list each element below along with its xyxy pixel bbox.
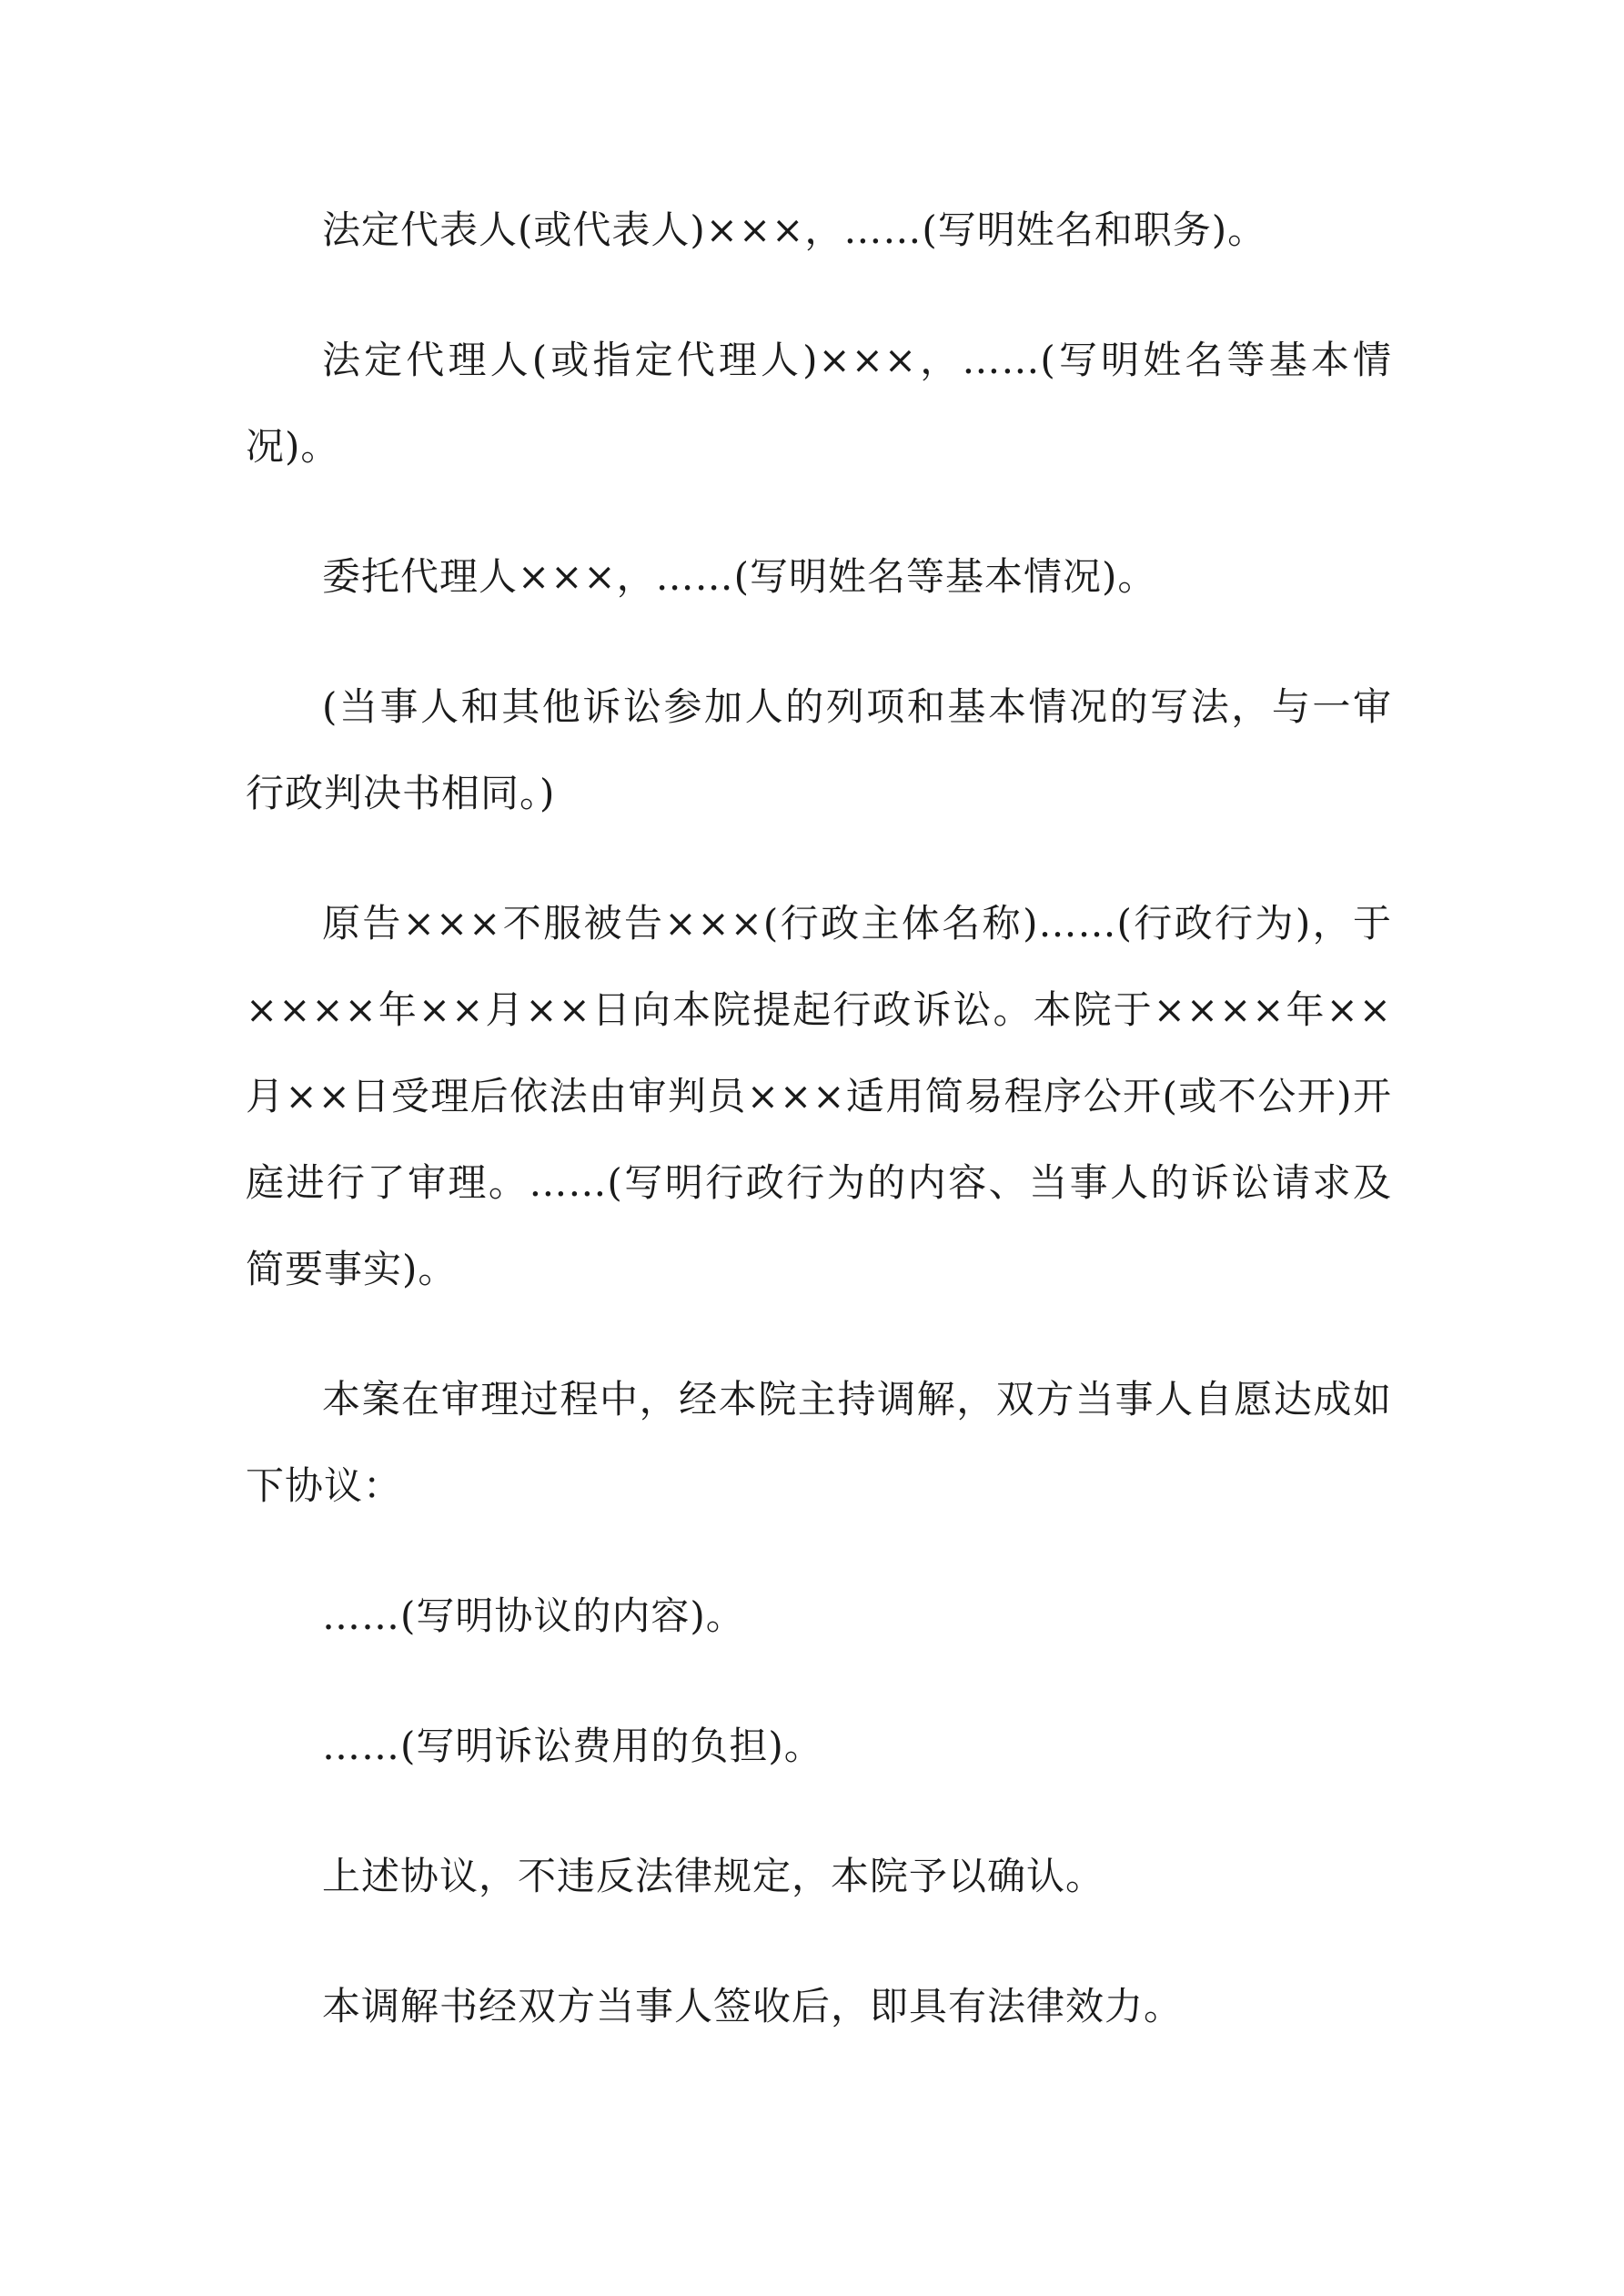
paragraph-legal-effect: 本调解书经双方当事人签收后，即具有法律效力。 bbox=[322, 1984, 1184, 2028]
paragraph-case-facts: 原告×××不服被告×××(行政主体名称)……(行政行为)，于××××年××月××日向本院提起行政诉讼。本院于××××年××月××日受理后依法由审判员×××适用简易程序公开(或不公开)开庭进行了审理。……(写明行政行为的内容、当事人的诉讼请求及简要事实)。 bbox=[246, 901, 1392, 1291]
paragraph-confirmation: 上述协议，不违反法律规定，本院予以确认。 bbox=[322, 1854, 1105, 1898]
paragraph-litigation-costs: ……(写明诉讼费用的负担)。 bbox=[322, 1724, 823, 1768]
paragraph-entrusted-agent: 委托代理人×××，……(写明姓名等基本情况)。 bbox=[322, 554, 1157, 599]
paragraph-mediation: 本案在审理过程中，经本院主持调解，双方当事人自愿达成如下协议： bbox=[246, 1377, 1392, 1508]
paragraph-legal-agent: 法定代理人(或指定代理人)×××，……(写明姓名等基本情况)。 bbox=[246, 338, 1392, 469]
document-body bbox=[246, 187, 1392, 2093]
paragraph-legal-representative: 法定代表人(或代表人)×××，……(写明姓名和职务)。 bbox=[322, 207, 1267, 252]
paragraph-parties-note: (当事人和其他诉讼参加人的列项和基本情况的写法，与一审行政判决书相同。) bbox=[246, 684, 1392, 815]
paragraph-agreement-content: ……(写明协议的内容)。 bbox=[322, 1593, 745, 1638]
